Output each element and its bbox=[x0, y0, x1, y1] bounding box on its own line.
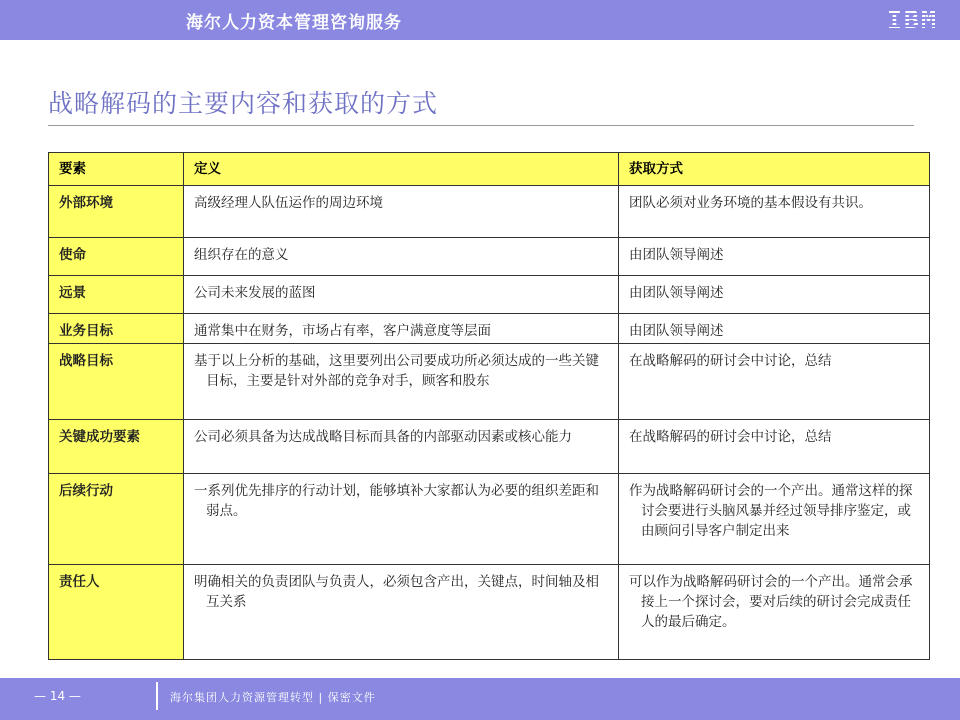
footer-text: 海尔集团人力资源管理转型 | 保密文件 bbox=[170, 691, 376, 704]
table-row bbox=[49, 276, 930, 314]
page-title: 战略解码的主要内容和获取的方式 bbox=[48, 89, 439, 118]
row-definition-cell bbox=[184, 314, 619, 344]
table-row bbox=[49, 186, 930, 238]
row-definition: 通常集中在财务，市场占有率，客户满意度等层面 bbox=[194, 323, 491, 339]
row-method: 在战略解码的研讨会中讨论，总结 bbox=[629, 429, 832, 445]
row-method: 在战略解码的研讨会中讨论，总结 bbox=[629, 353, 832, 369]
row-method: 团队必须对业务环境的基本假设有共识。 bbox=[629, 195, 872, 211]
row-definition-cell bbox=[184, 565, 619, 660]
top-header-bar bbox=[0, 0, 960, 40]
row-method-cell bbox=[619, 474, 930, 565]
row-definition-cell bbox=[184, 276, 619, 314]
footer-bar bbox=[0, 678, 960, 720]
row-definition-cell bbox=[184, 474, 619, 565]
table-header-row bbox=[49, 153, 930, 186]
ibm-logo: IBM bbox=[886, 5, 938, 34]
row-definition-cell bbox=[184, 238, 619, 276]
row-definition-cell bbox=[184, 186, 619, 238]
table-row bbox=[49, 474, 930, 565]
row-method: 可以作为战略解码研讨会的一个产出。通常会承接上一个探讨会，要对后续的研讨会完成责任人的最后确定。 bbox=[629, 574, 913, 630]
header-definition: 定义 bbox=[184, 153, 619, 186]
table-row bbox=[49, 314, 930, 344]
row-method: 由团队领导阐述 bbox=[629, 247, 724, 263]
row-element: 战略目标 bbox=[49, 344, 184, 420]
table-row bbox=[49, 420, 930, 474]
row-element: 后续行动 bbox=[49, 474, 184, 565]
row-element: 外部环境 bbox=[49, 186, 184, 238]
row-definition: 公司必须具备为达成战略目标而具备的内部驱动因素或核心能力 bbox=[194, 429, 572, 445]
row-definition-cell bbox=[184, 420, 619, 474]
row-element: 关键成功要素 bbox=[49, 420, 184, 474]
header-method: 获取方式 bbox=[619, 153, 930, 186]
row-method-cell bbox=[619, 344, 930, 420]
row-definition: 公司未来发展的蓝图 bbox=[194, 285, 316, 301]
row-element: 责任人 bbox=[49, 565, 184, 660]
row-method-cell bbox=[619, 186, 930, 238]
row-element: 使命 bbox=[49, 238, 184, 276]
row-definition: 一系列优先排序的行动计划，能够填补大家都认为必要的组织差距和弱点。 bbox=[194, 483, 599, 519]
row-element: 远景 bbox=[49, 276, 184, 314]
table-row bbox=[49, 565, 930, 660]
row-method-cell bbox=[619, 276, 930, 314]
header-element: 要素 bbox=[49, 153, 184, 186]
row-method: 作为战略解码研讨会的一个产出。通常这样的探讨会要进行头脑风暴并经过领导排序鉴定，或由顾问引导客户制定出来 bbox=[629, 483, 913, 539]
row-definition: 明确相关的负责团队与负责人，必须包含产出，关键点，时间轴及相互关系 bbox=[194, 574, 599, 610]
footer-divider bbox=[156, 682, 158, 710]
row-method-cell bbox=[619, 420, 930, 474]
row-method-cell bbox=[619, 238, 930, 276]
table-row bbox=[49, 238, 930, 276]
company-title: 海尔人力资本管理咨询服务 bbox=[186, 13, 402, 33]
row-method: 由团队领导阐述 bbox=[629, 285, 724, 301]
row-definition-cell bbox=[184, 344, 619, 420]
row-method-cell bbox=[619, 314, 930, 344]
row-definition: 组织存在的意义 bbox=[194, 247, 289, 263]
page-number: — 14 — bbox=[34, 689, 81, 703]
row-method-cell bbox=[619, 565, 930, 660]
row-element: 业务目标 bbox=[49, 314, 184, 344]
row-definition: 基于以上分析的基础，这里要列出公司要成功所必须达成的一些关键目标，主要是针对外部的竞争对手，顾客和股东 bbox=[194, 353, 599, 389]
table-row bbox=[49, 344, 930, 420]
row-definition: 高级经理人队伍运作的周边环境 bbox=[194, 195, 383, 211]
row-method: 由团队领导阐述 bbox=[629, 323, 724, 339]
strategy-decoding-table bbox=[48, 152, 930, 660]
title-divider bbox=[48, 125, 914, 126]
